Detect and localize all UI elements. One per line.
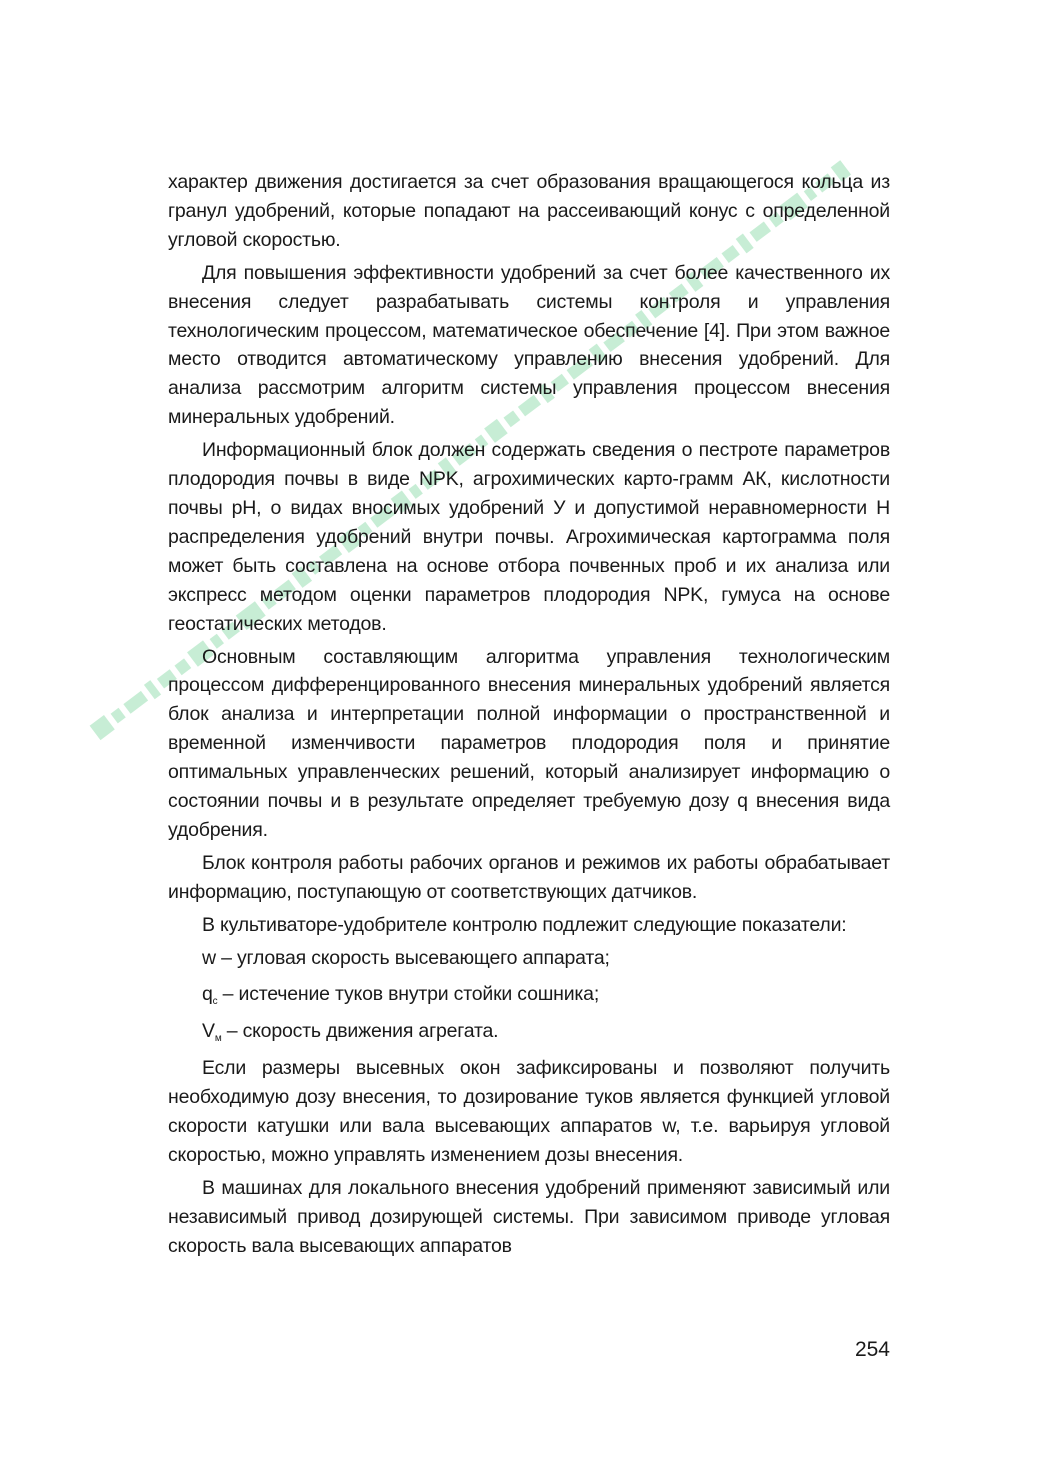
paragraph-7: Если размеры высевных окон зафиксированы и позволяют получить необходимую дозу внесения, то дозирование туков является функцией угловой скорости катушки или вала высевающих аппаратов w, т.е. варьируя угловой скоростью, можно управлять изменением дозы внесения. — [168, 1057, 890, 1166]
list-item-angular-speed — [168, 944, 890, 981]
symbol: q — [202, 983, 213, 1006]
watermark-block — [123, 691, 148, 714]
symbol: V — [202, 1020, 215, 1043]
list-item-text: – скорость движения агрегата. — [221, 1020, 499, 1043]
paragraph-2: Для повышения эффективности удобрений за счет более качественного их внесения следует разрабатывать системы контроля и управления технологическим процессом, математическое обеспечение [4]. При этом важное место отводится автоматическому управлению внесения удобрений. Для анализа рассмотрим алгоритм системы управления процессом внесения минеральных удобрений. — [168, 261, 890, 429]
list-item-text: – угловая скорость высевающего аппарата; — [215, 946, 610, 969]
paragraph-8: В машинах для локального внесения удобрений применяют зависимый или независимый привод дозирующей системы. При зависимом приводе угловая скорость вала высевающих аппаратов — [168, 1176, 890, 1257]
paragraph-5: Блок контроля работы рабочих органов и режимов их работы обрабатывает информацию, поступающую от соответствующих датчиков. — [168, 851, 890, 903]
document-page — [168, 168, 890, 1265]
watermark-block — [144, 680, 161, 699]
paragraph-3: Информационный блок должен содержать сведения о пестроте параметров плодородия почвы в виде NPK, агрохимических карто-грамм АК, кислотности почвы pH, о видах вносимых удобрений У и допустимой неравномерности Н распределения удобрений внутри почвы. Агрохимическая картограмма поля может быть составлена на основе отбора почвенных проб и их анализа или экспресс методом оценки параметров плодородия NPK, гумуса на основе геостатических методов. — [168, 439, 890, 635]
paragraph-1: характер движения достигается за счет образования вращающегося кольца из гранул удобрений, которые попадают на рассеивающий конус с определенной угловой скоростью. — [168, 171, 890, 251]
list-item-text: – истечение туков внутри стойки сошника; — [217, 983, 600, 1006]
list-item-speed — [168, 1017, 890, 1054]
watermark-block — [111, 708, 126, 724]
symbol: w — [202, 946, 216, 969]
paragraph-6: В культиваторе-удобрителе контролю подлежит следующие показатели: — [202, 913, 847, 936]
symbol-subscript: c — [212, 996, 218, 1008]
watermark-block — [90, 715, 115, 740]
indicator-list — [168, 944, 890, 1055]
symbol-subscript: м — [214, 1033, 222, 1045]
page-number: 254 — [854, 1338, 890, 1361]
list-item-flow — [168, 980, 890, 1017]
paragraph-4: Основным составляющим алгоритма управления технологическим процессом дифференцированного внесения минеральных удобрений является блок анализа и интерпретации полной информации о пространственной и временной изменчивости параметров плодородия поля и принятие оптимальных управленческих решений, который анализирует информацию о состоянии почвы и в результате определяет требуемую дозу q внесения вида удобрения. — [168, 645, 890, 841]
